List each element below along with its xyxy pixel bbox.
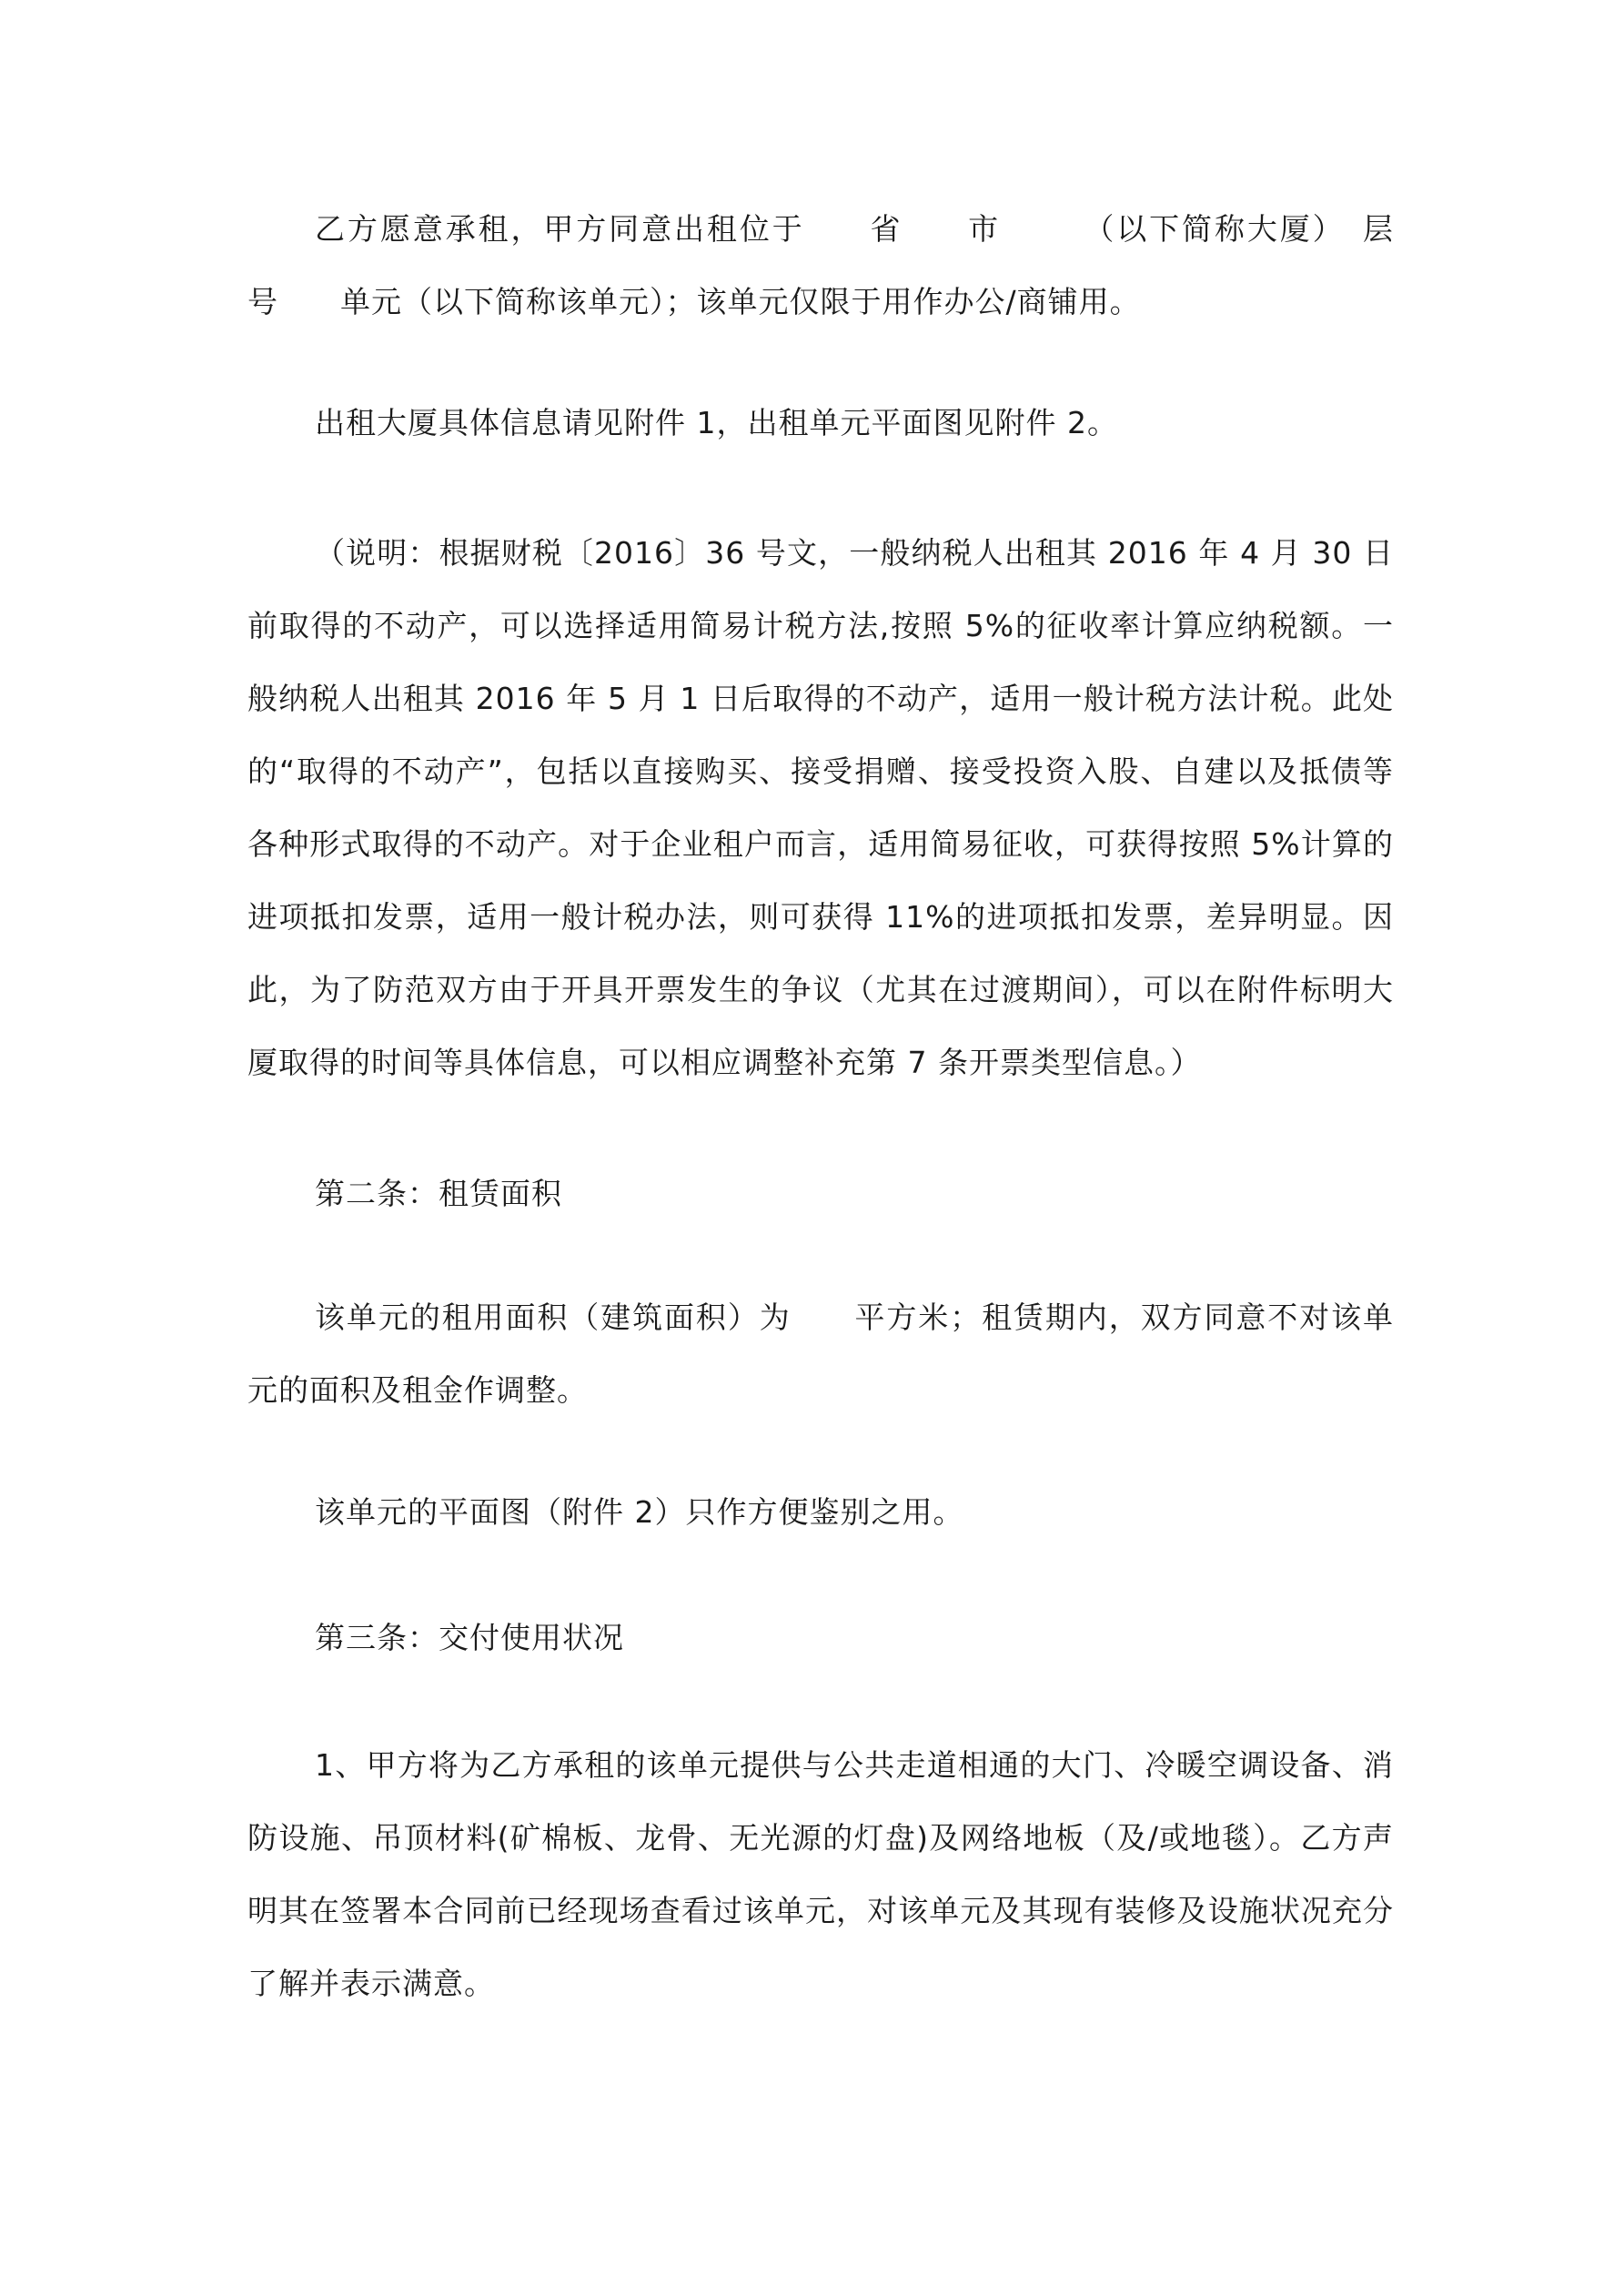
paragraph-premises: 乙方愿意承租，甲方同意出租位于 省 市 （以下简称大厦） 层 号 单元（以下简称该单元）；该单元仅限于用作办公/商铺用。 xyxy=(247,211,1456,319)
article-2-heading: 第二条：租赁面积 xyxy=(315,1176,562,1211)
paragraph-area: 该单元的租用面积（建筑面积）为 平方米；租赁期内，双方同意不对该单元的面积及租金作调整。 xyxy=(247,1300,1394,1408)
paragraph-floorplan: 该单元的平面图（附件 2）只作方便鉴别之用。 xyxy=(315,1494,964,1530)
paragraph-attachments: 出租大厦具体信息请见附件 1，出租单元平面图见附件 2。 xyxy=(315,405,1118,440)
paragraph-delivery: 1、甲方将为乙方承租的该单元提供与公共走道相通的大门、冷暖空调设备、消防设施、吊顶材料(矿棉板、龙骨、无光源的灯盘)及网络地板（及/或地毯）。乙方声明其在签署本合同前已经现场查看过该单元，对该单元及其现有装修及设施状况充分了解并表示满意。 xyxy=(247,1747,1394,2001)
paragraph-tax-note: （说明：根据财税〔2016〕36 号文，一般纳税人出租其 2016 年 4 月 30 日前取得的不动产，可以选择适用简易计税方法,按照 5%的征收率计算应纳税额。一般纳税人出租其 2016 年 5 月 1 日后取得的不动产，适用一般计税方法计税。此处的“取得的不动产”，包括以直接购买、接受捐赠、接受投资入股、自建以及抵债等各种形式取得的不动产。对于企业租户而言，适用简易征收，可获得按照 5%计算的进项抵扣发票，适用一般计税办法，则可获得 11%的进项抵扣发票，差异明显。因此，为了防范双方由于开具开票发生的争议（尤其在过渡期间），可以在附件标明大厦取得的时间等具体信息，可以相应调整补充第 7 条开票类型信息。） xyxy=(247,535,1394,1080)
article-3-heading: 第三条：交付使用状况 xyxy=(315,1620,624,1655)
